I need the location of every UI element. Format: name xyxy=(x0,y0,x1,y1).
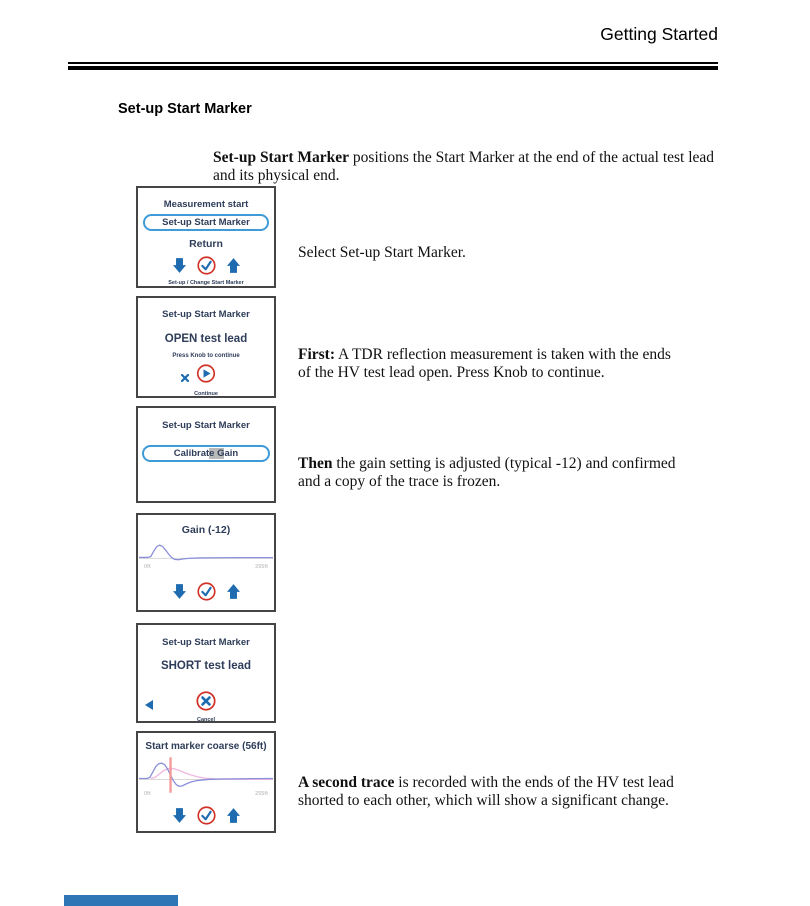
up-arrow-icon xyxy=(227,584,240,599)
device-screen-measurement-start xyxy=(136,186,276,288)
press-knob-hint: Press Knob to continue xyxy=(172,353,240,359)
device-screen-calibrate-gain xyxy=(136,406,276,503)
confirm-check-icon xyxy=(197,256,216,275)
down-arrow-icon xyxy=(173,808,186,823)
return-label: Return xyxy=(189,238,223,250)
screen5-caption: Cancel xyxy=(196,717,216,723)
setup-start-marker-button xyxy=(143,214,269,231)
screen2-title: Set-up Start Marker xyxy=(162,309,250,320)
step3-bold: Then xyxy=(298,454,333,472)
back-triangle-icon xyxy=(145,700,153,710)
device-screen-open-test-lead xyxy=(136,296,276,398)
up-arrow-icon xyxy=(227,258,240,273)
setup-start-marker-label: Set-up Start Marker xyxy=(162,217,250,228)
nav-row xyxy=(138,256,274,275)
device-screen-short-test-lead xyxy=(136,623,276,723)
calibrate-gain-post: ain xyxy=(224,448,239,459)
device-screen-gain-trace xyxy=(136,513,276,612)
x-axis-min-label: 0ft xyxy=(144,791,151,797)
down-arrow-icon xyxy=(173,258,186,273)
screen3-title: Set-up Start Marker xyxy=(162,420,250,431)
x-axis-min-label: 0ft xyxy=(144,564,151,570)
device-screen-start-marker-coarse xyxy=(136,731,276,833)
step6-rest: is recorded with the ends of the HV test lead shorted to each other, which will show a significant change. xyxy=(298,773,674,809)
coarse-trace-chart xyxy=(139,756,273,796)
nav-row xyxy=(138,582,274,601)
confirm-check-icon xyxy=(197,806,216,825)
screen1-title: Measurement start xyxy=(163,199,249,210)
continue-play-icon xyxy=(197,364,216,383)
step3-rest: the gain setting is adjusted (typical -12) and confirmed and a copy of the trace is frozen. xyxy=(298,454,676,490)
calibrate-gain-highlight: e G xyxy=(209,448,225,459)
down-arrow-icon xyxy=(173,584,186,599)
screen6-title: Start marker coarse (56ft) xyxy=(145,741,267,752)
cancel-x-icon xyxy=(196,691,216,711)
confirm-check-icon xyxy=(197,582,216,601)
step2-bold: First: xyxy=(298,345,336,363)
calibrate-gain-button xyxy=(142,445,270,462)
x-axis-max-label: 255ft xyxy=(255,791,268,797)
screen4-title: Gain (-12) xyxy=(181,524,231,536)
footer-accent-bar xyxy=(64,895,178,906)
step1-text xyxy=(298,244,698,263)
step1-rest: Select Set-up Start Marker. xyxy=(298,243,466,261)
section-title: Set-up Start Marker xyxy=(118,101,252,117)
intro-bold: Set-up Start Marker xyxy=(213,148,350,166)
step2-rest: A TDR reflection measurement is taken with the ends of the HV test lead open. Press Knob to continue. xyxy=(298,345,671,381)
x-axis-max-label: 255ft xyxy=(255,564,268,570)
header-rule-thick xyxy=(68,66,718,70)
step2-text xyxy=(298,346,682,383)
screen5-title: Set-up Start Marker xyxy=(162,637,250,648)
calibrate-gain-pre: Calibrat xyxy=(173,448,210,459)
tdr-trace xyxy=(139,545,273,560)
intro-paragraph xyxy=(213,149,725,186)
step3-text xyxy=(298,455,682,492)
gain-trace-chart xyxy=(139,541,273,565)
nav-row xyxy=(138,806,274,825)
screen2-caption: Continue xyxy=(194,391,218,397)
short-test-lead-label: SHORT test lead xyxy=(160,660,252,672)
header-rule-thin xyxy=(68,62,718,64)
frozen-trace xyxy=(151,769,273,780)
screen1-caption: Set-up / Change Start Marker xyxy=(168,280,244,286)
page-header-title: Getting Started xyxy=(600,24,718,44)
step6-text xyxy=(298,774,674,811)
skip-x-icon xyxy=(181,374,189,382)
open-test-lead-label: OPEN test lead xyxy=(164,333,248,345)
step6-bold: A second trace xyxy=(298,773,395,791)
up-arrow-icon xyxy=(227,808,240,823)
intro-rest: positions the Start Marker at the end of the actual test lead and its physical end. xyxy=(213,148,715,184)
